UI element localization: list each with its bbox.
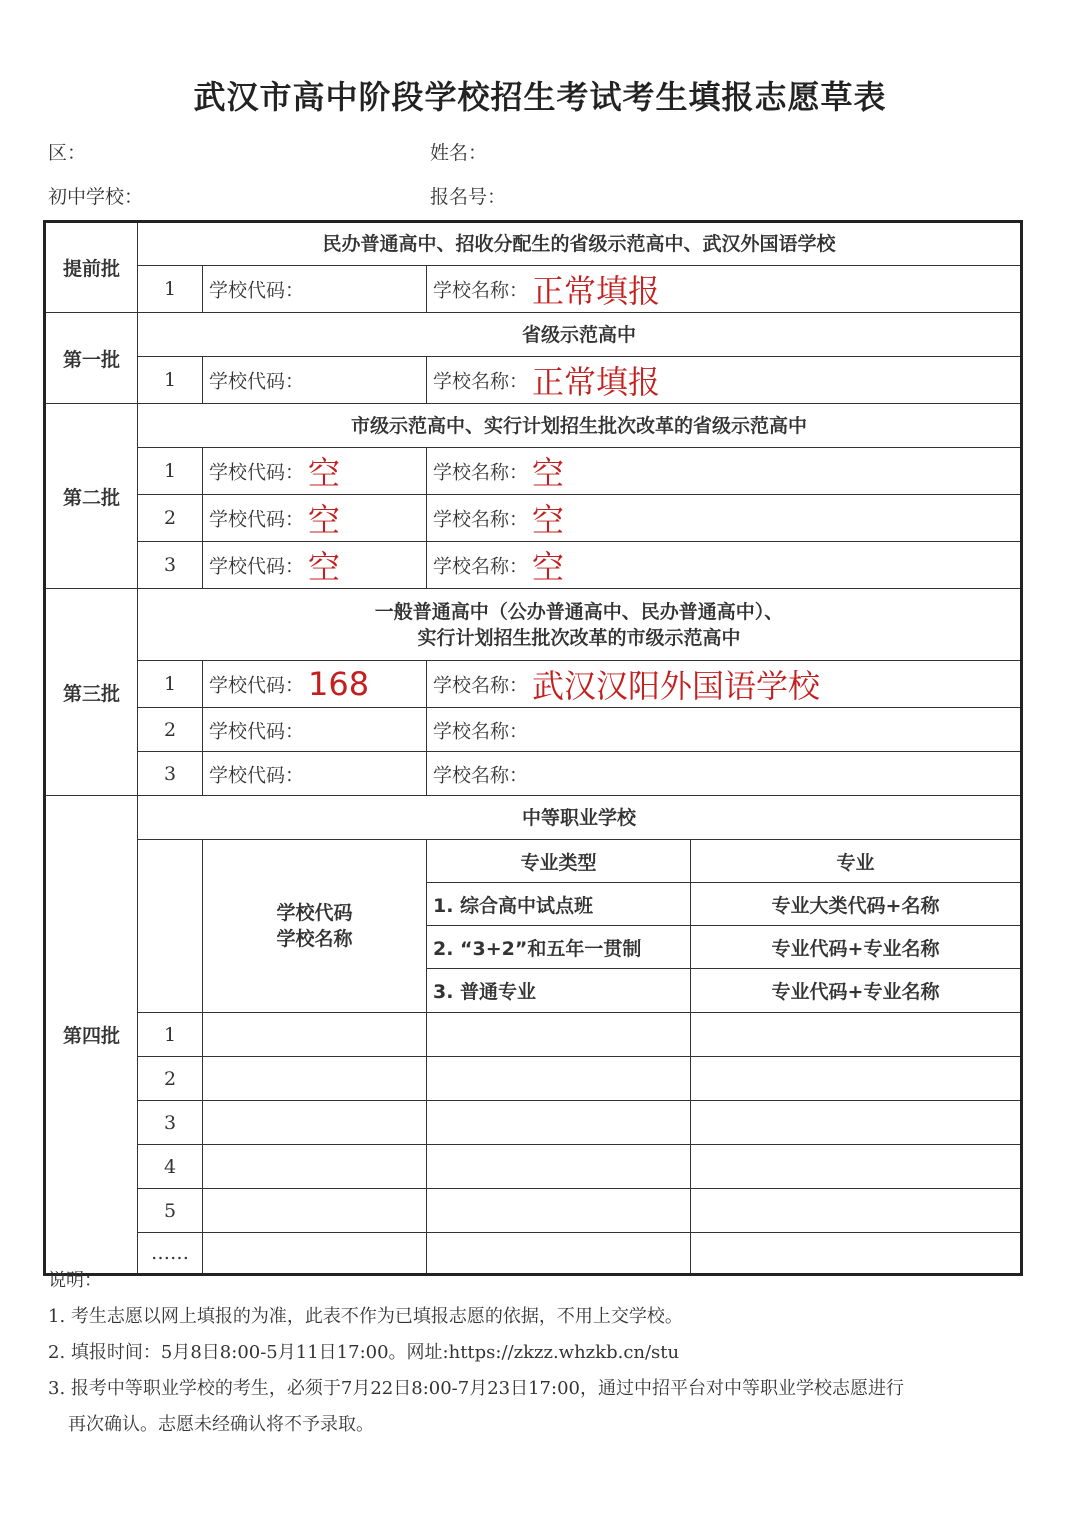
row-number: 2: [138, 708, 203, 752]
school-code-label: 学校代码：: [209, 279, 305, 302]
table-row: [45, 1057, 1022, 1101]
row-number: 1: [138, 1013, 203, 1057]
middle-school-field[interactable]: [48, 182, 143, 209]
batch-3-label: 第三批: [45, 589, 138, 796]
school-cell[interactable]: [203, 1057, 427, 1101]
table-row: [45, 495, 1022, 542]
table-row: [45, 661, 1022, 708]
school-name-cell[interactable]: [427, 357, 1022, 404]
school-name-cell[interactable]: [427, 448, 1022, 495]
school-code-cell[interactable]: [203, 448, 427, 495]
major-header: 专业: [691, 840, 1022, 883]
school-code-name-header: [203, 840, 427, 1013]
major-type-input-cell[interactable]: [427, 1233, 691, 1275]
table-row: [45, 266, 1022, 313]
school-name-label: 学校名称：: [433, 461, 529, 484]
school-name-cell[interactable]: [427, 495, 1022, 542]
school-code-label: 学校代码：: [209, 720, 305, 742]
major-type-input-cell[interactable]: [427, 1101, 691, 1145]
row-number: 4: [138, 1145, 203, 1189]
school-code-cell[interactable]: [203, 266, 427, 313]
school-name-cell[interactable]: [427, 708, 1022, 752]
application-form-table: [43, 220, 1020, 1264]
name-field[interactable]: [430, 138, 487, 165]
row-number: 3: [138, 1101, 203, 1145]
page-title: 武汉市高中阶段学校招生考试考生填报志愿草表: [193, 78, 887, 116]
table-row: [45, 708, 1022, 752]
school-code-cell[interactable]: [203, 357, 427, 404]
school-cell[interactable]: [203, 1145, 427, 1189]
batch-4-label: 第四批: [45, 796, 138, 1275]
major-type-cell: 1. 综合高中试点班: [427, 883, 691, 926]
school-code-cell[interactable]: [203, 708, 427, 752]
major-format-cell: 专业大类代码+名称: [691, 883, 1022, 926]
major-format-cell: 专业代码+专业名称: [691, 926, 1022, 969]
table-row: [45, 1189, 1022, 1233]
reg-no-label: 报名号：: [430, 186, 507, 208]
batch-3-heading: [138, 589, 1022, 661]
row-number: 1: [138, 448, 203, 495]
school-name-cell[interactable]: [427, 542, 1022, 589]
note-item-3-continued: 再次确认。志愿未经确认将不予录取。: [68, 1414, 374, 1435]
batch-2-label: 第二批: [45, 404, 138, 589]
school-name-label: 学校名称：: [433, 674, 529, 697]
school-code-cell[interactable]: [203, 542, 427, 589]
school-name-value: 空: [532, 548, 565, 586]
school-code-value: 空: [308, 501, 341, 539]
row-number: ……: [138, 1233, 203, 1275]
major-input-cell[interactable]: [691, 1013, 1022, 1057]
row-number: 1: [138, 357, 203, 404]
school-name-cell[interactable]: [427, 752, 1022, 796]
school-cell[interactable]: [203, 1233, 427, 1275]
school-code-cell[interactable]: [203, 495, 427, 542]
batch-advance-heading: 民办普通高中、招收分配生的省级示范高中、武汉外国语学校: [138, 222, 1022, 266]
row-number: 3: [138, 542, 203, 589]
school-cell[interactable]: [203, 1189, 427, 1233]
school-code-cell[interactable]: [203, 661, 427, 708]
reg-no-field[interactable]: [430, 182, 506, 209]
school-code-label: 学校代码：: [209, 674, 305, 697]
note-item-1: 1. 考生志愿以网上填报的为准，此表不作为已填报志愿的依据，不用上交学校。: [48, 1306, 683, 1327]
row-number: 2: [138, 495, 203, 542]
major-type-header: 专业类型: [427, 840, 691, 883]
major-input-cell[interactable]: [691, 1145, 1022, 1189]
table-row: [45, 1101, 1022, 1145]
school-code-cell[interactable]: [203, 752, 427, 796]
school-name-label: 学校名称：: [433, 508, 529, 531]
school-name-value: 空: [532, 501, 565, 539]
school-name-value: 武汉汉阳外国语学校: [532, 667, 821, 705]
batch-1-heading: 省级示范高中: [138, 313, 1022, 357]
school-cell[interactable]: [203, 1101, 427, 1145]
school-name-header-line: 学校名称: [276, 928, 353, 950]
major-format-cell: 专业代码+专业名称: [691, 969, 1022, 1013]
table-row: [45, 1233, 1022, 1275]
school-code-value: 空: [308, 548, 341, 586]
school-name-label: 学校名称：: [433, 370, 529, 393]
school-name-label: 学校名称：: [433, 720, 529, 742]
school-name-value: 空: [532, 454, 565, 492]
major-type-input-cell[interactable]: [427, 1057, 691, 1101]
major-type-cell: 3. 普通专业: [427, 969, 691, 1013]
major-input-cell[interactable]: [691, 1233, 1022, 1275]
school-name-cell[interactable]: [427, 266, 1022, 313]
school-cell[interactable]: [203, 1013, 427, 1057]
table-row: [45, 1145, 1022, 1189]
batch-3-heading-line2: 实行计划招生批次改革的市级示范高中: [417, 626, 741, 649]
table-row: [45, 752, 1022, 796]
batch-2-heading: 市级示范高中、实行计划招生批次改革的省级示范高中: [138, 404, 1022, 448]
batch-1-label: 第一批: [45, 313, 138, 404]
school-name-cell[interactable]: [427, 661, 1022, 708]
table-row: [45, 542, 1022, 589]
major-type-input-cell[interactable]: [427, 1189, 691, 1233]
notes-heading: 说明：: [48, 1270, 102, 1291]
school-code-value: 168: [308, 665, 370, 703]
school-code-label: 学校代码：: [209, 370, 305, 393]
row-number-header: [138, 840, 203, 1013]
note-item-2: 2. 填报时间：5月8日8:00-5月11日17:00。网址:https://zkzz.whzkb.cn/stu: [48, 1342, 680, 1363]
school-code-label: 学校代码：: [209, 555, 305, 578]
major-type-input-cell[interactable]: [427, 1013, 691, 1057]
batch-4-heading: 中等职业学校: [138, 796, 1022, 840]
major-input-cell[interactable]: [691, 1189, 1022, 1233]
major-type-cell: 2. “3+2”和五年一贯制: [427, 926, 691, 969]
note-item-3: 3. 报考中等职业学校的考生，必须于7月22日8:00-7月23日17:00，通过中招平台对中等职业学校志愿进行: [48, 1378, 904, 1399]
school-name-label: 学校名称：: [433, 764, 529, 786]
major-input-cell[interactable]: [691, 1101, 1022, 1145]
table-row: [45, 1013, 1022, 1057]
district-label: 区：: [48, 142, 87, 164]
batch-advance-label: 提前批: [45, 222, 138, 313]
batch-3-heading-line1: 一般普通高中（公办普通高中、民办普通高中）、: [374, 600, 784, 623]
school-code-label: 学校代码：: [209, 508, 305, 531]
district-field[interactable]: [48, 138, 86, 165]
row-number: 1: [138, 661, 203, 708]
school-code-value: 空: [308, 454, 341, 492]
middle-school-label: 初中学校：: [48, 186, 144, 208]
school-name-label: 学校名称：: [433, 555, 529, 578]
table-row: [45, 357, 1022, 404]
school-name-value: 正常填报: [532, 272, 661, 310]
school-name-value: 正常填报: [532, 363, 661, 401]
row-number: 1: [138, 266, 203, 313]
major-type-input-cell[interactable]: [427, 1145, 691, 1189]
row-number: 5: [138, 1189, 203, 1233]
table-row: [45, 448, 1022, 495]
name-label: 姓名：: [430, 142, 488, 164]
row-number: 2: [138, 1057, 203, 1101]
school-code-label: 学校代码：: [209, 764, 305, 786]
major-input-cell[interactable]: [691, 1057, 1022, 1101]
row-number: 3: [138, 752, 203, 796]
school-code-header-line: 学校代码: [276, 902, 353, 924]
school-code-label: 学校代码：: [209, 461, 305, 484]
school-name-label: 学校名称：: [433, 279, 529, 302]
